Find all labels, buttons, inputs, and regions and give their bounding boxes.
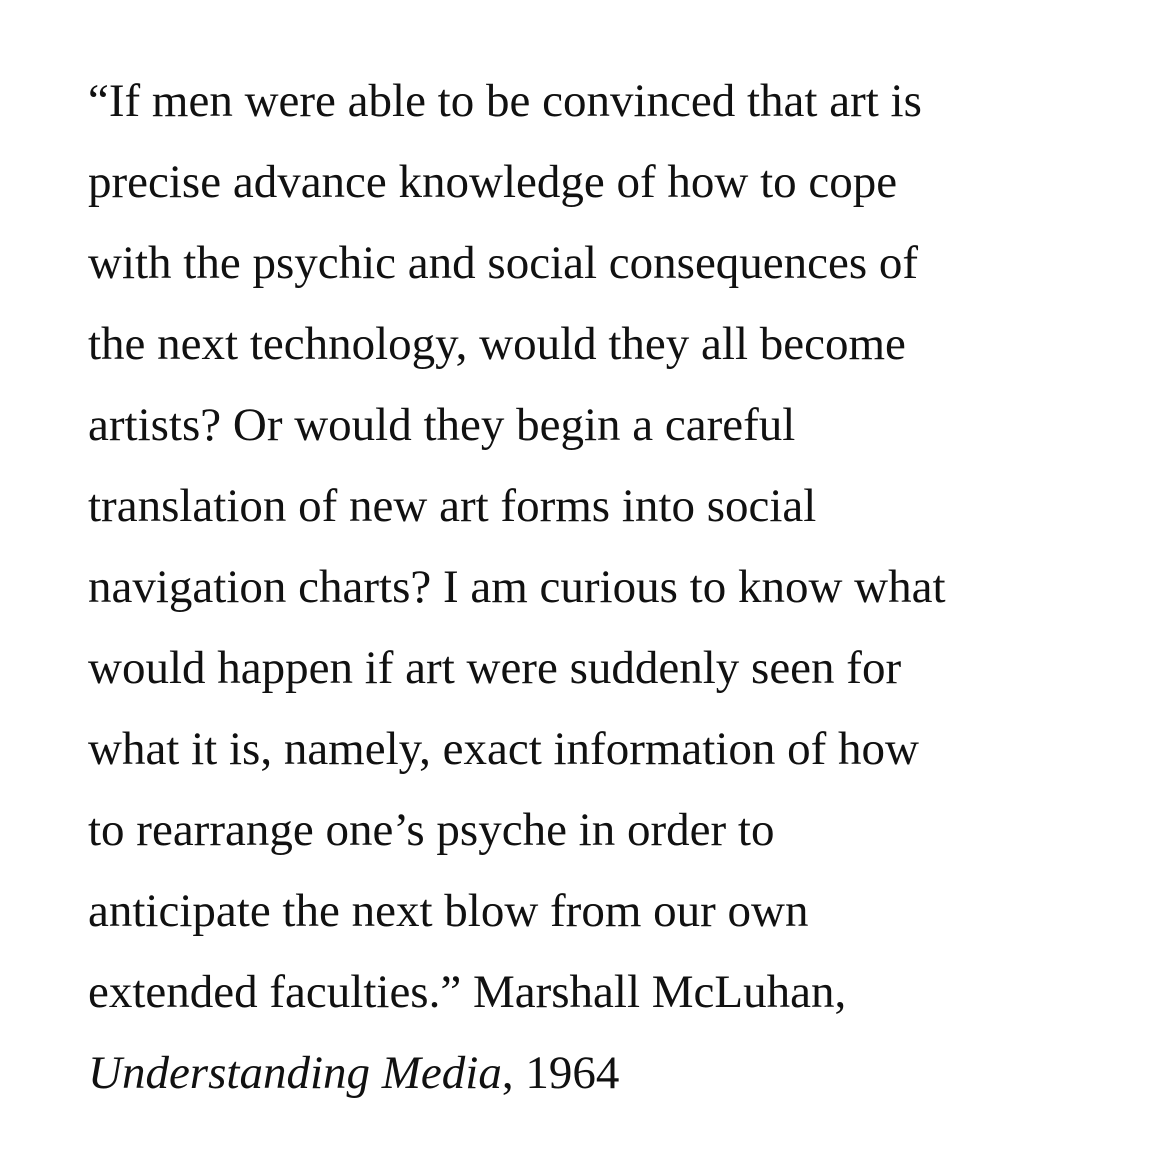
quote-line-6: translation of new art forms into social [88, 480, 817, 532]
quote-line-11: anticipate the next blow from our own [88, 885, 809, 937]
citation-year: , 1964 [501, 1047, 620, 1099]
quote-line-4: the next technology, would they all become [88, 318, 906, 370]
quote-line-10: to rearrange one’s psyche in order to [88, 804, 775, 856]
book-title: Understanding Media [88, 1047, 502, 1099]
quote-line-7: navigation charts? I am curious to know what [88, 561, 946, 613]
quote-line-9: what it is, namely, exact information of how [88, 723, 919, 775]
quote-text-block [88, 61, 1148, 1114]
citation-line [88, 1033, 1148, 1114]
quote-line-5: artists? Or would they begin a careful [88, 399, 796, 451]
quote-line-3: with the psychic and social consequences of [88, 237, 919, 289]
quote-line-12: extended faculties.” Marshall McLuhan, [88, 966, 847, 1018]
quote-line-2: precise advance knowledge of how to cope [88, 156, 898, 208]
quote-line-8: would happen if art were suddenly seen for [88, 642, 902, 694]
quote-line-1: “If men were able to be convinced that art is [88, 75, 922, 127]
